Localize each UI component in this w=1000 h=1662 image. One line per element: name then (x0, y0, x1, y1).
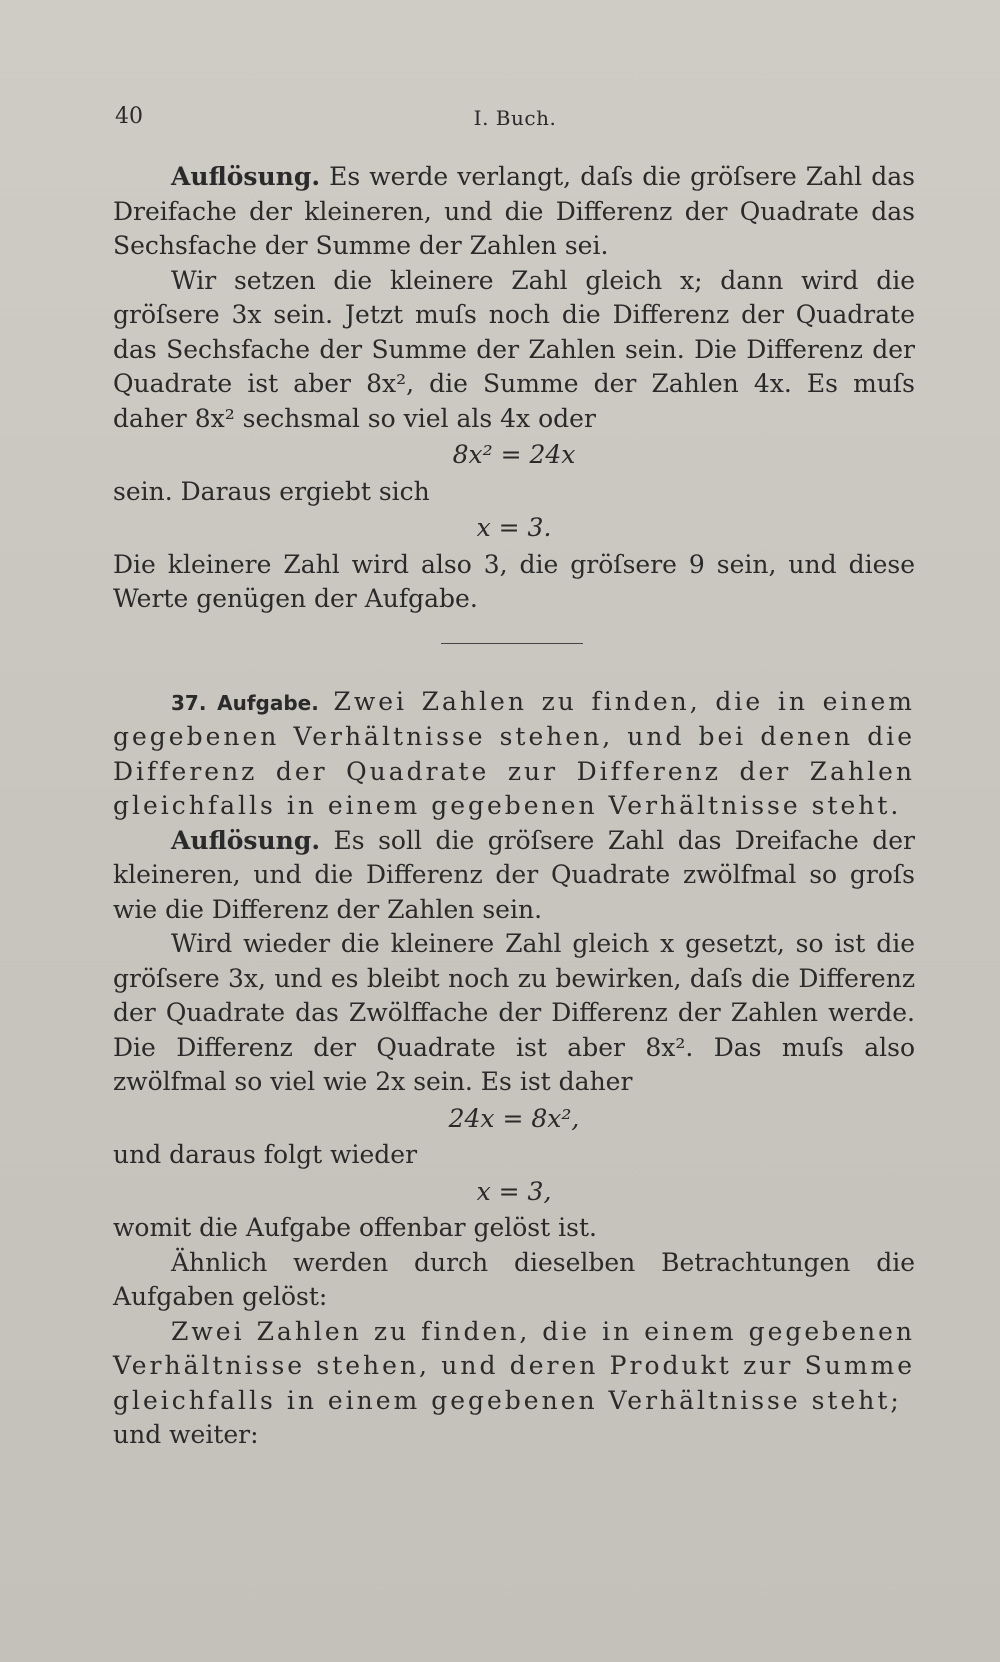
equation (113, 1175, 915, 1210)
body-paragraph: Wird wieder die kleinere Zahl gleich x gesetzt, so ist die gröſsere 3x, und es bleibt noch zu bewirken, daſs die Differenz der Quadrate das Zwölffache der Differenz der Zahlen werde. Die Differenz der Quadrate ist aber 8x². Das muſs also zwölfmal so viel wie 2x sein. Es ist daher (113, 929, 915, 1096)
page-number: 40 (115, 104, 143, 129)
equation (113, 1102, 915, 1137)
body-paragraph: und weiter: (113, 1420, 259, 1449)
body-paragraph: Die kleinere Zahl wird also 3, die gröſsere 9 sein, und diese Werte genügen der Aufgabe. (113, 549, 915, 613)
equation-text: x = 3, (476, 1176, 552, 1206)
equation-text: 8x² = 24x (452, 440, 576, 469)
body-paragraph: Wir setzen die kleinere Zahl gleich x; dann wird die gröſsere 3x sein. Jetzt muſs noch die Differenz der Quadrate das Sechsfache der Summe der Zahlen sein. Die Differenz der Quadrate ist aber 8x², die Summe der Zahlen 4x. Es muſs daher 8x² sechsmal so viel als 4x oder (113, 265, 915, 433)
equation (113, 511, 915, 546)
task-paragraph (113, 685, 915, 824)
page-body (113, 160, 915, 1453)
equation (113, 438, 915, 473)
body-paragraph: sein. Daraus ergiebt sich (113, 476, 430, 506)
section-divider (113, 617, 915, 685)
solution-label: Auflösung. (171, 162, 321, 191)
body-paragraph: Ähnlich werden durch dieselben Betrachtungen die Aufgaben gelöst: (113, 1247, 915, 1311)
divider-line (441, 643, 583, 644)
solution-text: Es soll die gröſsere Zahl das Dreifache der kleineren, und die Differenz der Quadrate zwölfmal so groſs wie die Differenz der Zahlen sein. (113, 825, 915, 924)
page-header (115, 104, 915, 140)
solution-label: Auflösung. (171, 825, 321, 855)
equation-text: 24x = 8x², (448, 1103, 580, 1133)
task-label: 37. Aufgabe. (171, 690, 319, 715)
solution-paragraph (113, 824, 915, 928)
task-statement: Zwei Zahlen zu finden, die in einem gegebenen Verhältnisse stehen, und deren Produkt zur Summe gleichfalls in einem gegebenen Verhältnisse steht; (113, 1316, 915, 1415)
solution-paragraph (113, 160, 915, 264)
task-text: Zwei Zahlen zu finden, die in einem gegebenen Verhältnisse stehen, und bei denen die Differenz der Quadrate zur Differenz der Zahlen gleichfalls in einem gegebenen Verhältnisse steht. (113, 686, 915, 820)
body-paragraph: und daraus folgt wieder (113, 1140, 418, 1169)
equation-text: x = 3. (476, 513, 552, 542)
body-paragraph: womit die Aufgabe offenbar gelöst ist. (113, 1213, 597, 1242)
running-head: I. Buch. (473, 106, 557, 130)
solution-text: Es werde verlangt, daſs die gröſsere Zahl das Dreifache der kleineren, und die Differenz der Quadrate das Sechsfache der Summe der Zahlen sei. (113, 162, 915, 260)
